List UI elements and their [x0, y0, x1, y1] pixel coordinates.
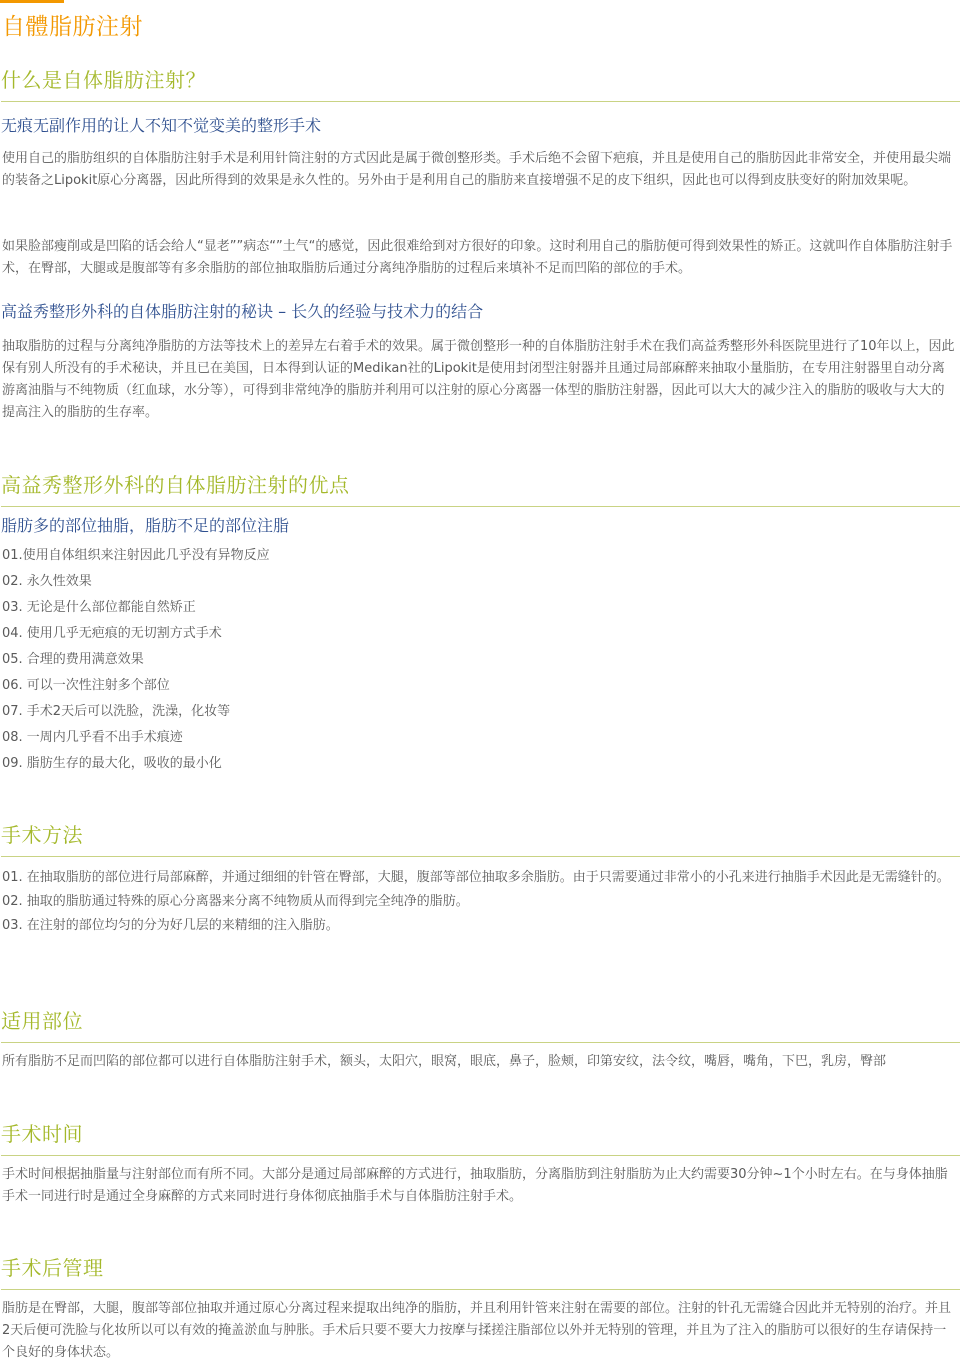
- list-item: 02. 永久性效果: [2, 574, 92, 589]
- list-item: 03. 无论是什么部位都能自然矫正: [2, 600, 196, 615]
- section-title-advantages: 高益秀整形外科的自体脂肪注射的优点: [1, 469, 960, 507]
- top-accent-bar: [0, 0, 64, 3]
- list-item: 08. 一周内几乎看不出手术痕迹: [2, 730, 183, 745]
- section-title-what: 什么是自体脂肪注射？: [1, 64, 960, 102]
- list-item: 01. 在抽取脂肪的部位进行局部麻醉，并通过细细的针管在臀部，大腿，腹部等部位抽取多余脂肪。由于只需要通过非常小的小孔来进行抽脂手术因此是无需缝针的。: [2, 870, 950, 885]
- list-item: 04. 使用几乎无疤痕的无切割方式手术: [2, 626, 222, 641]
- advantages-list: [2, 543, 957, 777]
- list-item: 02. 抽取的脂肪通过特殊的原心分离器来分离不纯物质从而得到完全纯净的脂肪。: [2, 894, 469, 909]
- list-item: 05. 合理的费用满意效果: [2, 652, 144, 667]
- paragraph-time: 手术时间根据抽脂量与注射部位而有所不同。大部分是通过局部麻醉的方式进行，抽取脂肪，分离脂肪到注射脂肪为止大约需要30分钟~1个小时左右。在与身体抽脂手术一同进行时是通过全身麻醉的方式来同时进行身体彻底抽脂手术与自体脂肪注射手术。: [2, 1167, 948, 1204]
- section-title-aftercare: 手术后管理: [1, 1252, 960, 1290]
- paragraph-aftercare: 脂肪是在臀部，大腿，腹部等部位抽取并通过原心分离过程来提取出纯净的脂肪，并且利用针管来注射在需要的部位。注射的针孔无需缝合因此并无特别的治疗。并且2天后便可洗脸与化妆所以可以有效的掩盖淤血与肿胀。手术后只要不要大力按摩与揉搓注脂部位以外并无特别的管理，并且为了注入的脂肪可以很好的生存请保持一个良好的身体状态。: [2, 1301, 952, 1360]
- subtitle-no-scar: 无痕无副作用的让人不知不觉变美的整形手术: [1, 116, 322, 135]
- list-item: 03. 在注射的部位均匀的分为好几层的来精细的注入脂肪。: [2, 918, 339, 933]
- section-title-time: 手术时间: [1, 1118, 960, 1156]
- method-list: [2, 866, 957, 938]
- subtitle-secret: 高益秀整形外科的自体脂肪注射的秘诀 – 长久的经验与技术力的结合: [1, 302, 484, 321]
- paragraph-aging-look: 如果脸部瘦削或是凹陷的话会给人“显老””病态“”土气“的感觉，因此很难给到对方很好的印象。这时利用自己的脂肪便可得到效果性的矫正。这就叫作自体脂肪注射手术，在臀部，大腿或是腹部等有多余脂肪的部位抽取脂肪后通过分离纯净脂肪的过程后来填补不足而凹陷的部位的手术。: [2, 239, 953, 276]
- list-item: 01.使用自体组织来注射因此几乎没有异物反应: [2, 548, 270, 563]
- list-item: 06. 可以一次性注射多个部位: [2, 678, 170, 693]
- paragraph-intro: 使用自己的脂肪组织的自体脂肪注射手术是利用针筒注射的方式因此是属于微创整形类。手术后绝不会留下疤痕，并且是使用自己的脂肪因此非常安全，并使用最尖端的装备之Lipokit原心分离器，因此所得到的效果是永久性的。另外由于是利用自己的脂肪来直接增强不足的皮下组织，因此也可以得到皮肤变好的附加效果呢。: [2, 151, 952, 188]
- subtitle-advantages: 脂肪多的部位抽脂，脂肪不足的部位注脂: [1, 516, 290, 535]
- paragraph-secret: 抽取脂肪的过程与分离纯净脂肪的方法等技术上的差异左右着手术的效果。属于微创整形一种的自体脂肪注射手术在我们高益秀整形外科医院里进行了10年以上，因此保有别人所没有的手术秘诀，并且已在美国，日本得到认证的Medikan社的Lipokit是使用封闭型注射器并且通过局部麻醉来抽取小量脂肪，在专用注射器里自动分离游离油脂与不纯物质（红血球，水分等），可得到非常纯净的脂肪并利用可以注射的原心分离器一体型的脂肪注射器，因此可以大大的减少注入的脂肪的吸收与大大的提高注入的脂肪的生存率。: [2, 339, 955, 420]
- section-title-method: 手术方法: [1, 819, 960, 857]
- list-item: 07. 手术2天后可以洗脸，洗澡，化妆等: [2, 704, 231, 719]
- list-item: 09. 脂肪生存的最大化，吸收的最小化: [2, 756, 222, 771]
- page-title: 自體脂肪注射: [2, 14, 143, 40]
- section-title-areas: 适用部位: [1, 1005, 960, 1043]
- paragraph-areas: 所有脂肪不足而凹陷的部位都可以进行自体脂肪注射手术，额头，太阳穴，眼窝，眼底，鼻子，脸颊，印第安纹，法令纹，嘴唇，嘴角，下巴，乳房，臀部: [2, 1054, 887, 1069]
